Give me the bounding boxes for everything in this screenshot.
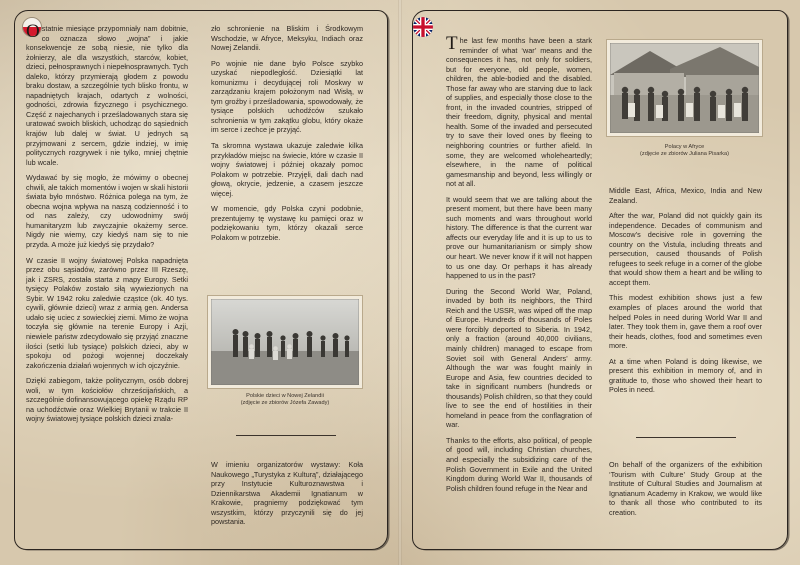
- right-paragraph: Middle East, Africa, Mexico, India and New Zealand.: [609, 186, 762, 205]
- photo-poles-in-africa: [607, 40, 762, 136]
- right-paragraph: This modest exhibition shows just a few examples of places around the world that helped Poles in need during World War II and later. They took them in, gave them a roof over their heads, clothes, food and sometimes even more.: [609, 293, 762, 351]
- dropcap: O: [26, 21, 40, 42]
- right-page-acknowledgement: [609, 460, 762, 523]
- left-intro-paragraph: Ostatnie miesiące przypomniały nam dobitnie, co oznacza słowo „wojna” i jakie konsekwencje ze sobą niesie, nie tylko dla żołnierzy, ale dla wszystkich, starców, kobiet, dzieci, pełnosprawnych i niepełnosprawnych. Tych daleko, którzy przymierają głodem z powodu braku dostaw, a szczególnie tych blisko frontu, w napadniętych krajach, odartych z wolności, godności, zdrowia fizycznego i psychicznego. Część z najechanych i prześladowanych stara się uratować swoich bliskich, uchodząc do sąsiednich krajów lub dalej w świat. U jednych są przyjmowani z sercem, gdzie indziej, w imię politycznych rozgrywek i nie tylko, mniej chętnie lub wcale.: [26, 21, 188, 167]
- right-paragraph: At a time when Poland is doing likewise, we present this exhibition in memory of, and in gratitude to, those who showed their heart to Poles in need.: [609, 356, 762, 395]
- right-paragraph: It would seem that we are talking about the present moment, but there have been many such moments and wars throughout world history. The difference is that the current war affects our everyday life and it is up to us to prove our humanitarianism or simply show our heart. We never know if it will not happen to us one day. Or perhaps it has already happened to us in the past?: [446, 194, 592, 281]
- left-paragraph: W momencie, gdy Polska czyni podobnie, prezentujemy tę wystawę ku pamięci oraz w podziękowaniu tym, którzy okazali serce Polakom w potrzebie.: [211, 204, 363, 242]
- right-page-column-1: [446, 33, 592, 499]
- left-paragraph: Dzięki zabiegom, także politycznym, osób dobrej woli, w tym kościołów chrześcijańskich, a szczególnie dofinansowującego opiekę Rządu RP na uchodźctwie oraz Wielkiej Brytanii w trakcie II wojny światowej tysiące polskich dzieci znala-: [26, 376, 188, 424]
- left-paragraph: Wydawać by się mogło, że mówimy o obecnej chwili, ale takich momentów i wojen w skali historii świata było mnóstwo. Różnica polega na tym, że obecna wojna wpływa na naszą codzienność i to od nas zależy, czy udowodnimy swój humanitaryzm lub zwyczajnie okażemy serce. Nigdy nie wiemy, czy kiedyś nam się to nie przyda. A może już kiedyś się przydało?: [26, 173, 188, 250]
- left-paragraph: Ta skromna wystawa ukazuje zaledwie kilka przykładów miejsc na świecie, które w czasie II wojny światowej i później okazały pomoc Polakom w potrzebie. Przyjęli, dali dach nad głową, okrycie, jedzenie, a czasem jeszcze więcej.: [211, 141, 363, 198]
- divider-line: [636, 437, 736, 438]
- left-page-acknowledgement: [211, 460, 363, 533]
- center-fold: [398, 0, 402, 565]
- left-paragraph: zło schronienie na Bliskim i Środkowym Wschodzie, w Afryce, Meksyku, Indiach oraz Nowej Zelandii.: [211, 24, 363, 53]
- left-page-column-1: [26, 21, 188, 430]
- left-paragraph: Po wojnie nie dane było Polsce szybko uzyskać niepodległość. Dziesiątki lat komunizmu i decydującej roli Moskwy w zarządzaniu krajem położonym nad Wisłą, w tym groźby i prześladowania, spowodowały, że tysiące polskich uchodźców szukało schronienia w tym zakątku globu, który okaże im serce i zechce je przyjąć.: [211, 58, 363, 135]
- acknowledgement-paragraph: On behalf of the organizers of the exhibition ‘Tourism with Culture’ Study Group at the Institute of Cultural Studies and Journalism at Ignatianum Academy in Krakow, we would like to thank all those who contributed to its creation.: [609, 460, 762, 517]
- photo-caption: Polacy w Afryce (zdjęcie ze zbiorów Juliana Pisarka): [640, 144, 729, 157]
- right-page-column-2: [609, 186, 762, 401]
- dropcap: T: [446, 33, 458, 54]
- acknowledgement-paragraph: W imieniu organizatorów wystawy: Koła Naukowego „Turystyka z Kulturą”, działającego przy Instytucie Kulturoznawstwa i Dziennikarstwa Akademii Ignatianum w Krakowie, pragniemy podziękować tym wszystkim, którzy przyczynili się do jej powstania.: [211, 460, 363, 527]
- left-page-column-2: [211, 24, 363, 248]
- photo-polish-children-new-zealand: [208, 296, 362, 388]
- uk-flag-icon: [413, 17, 433, 37]
- photo-caption: Polskie dzieci w Nowej Zelandii (zdjęcie ze zbiorów Józefa Zawady): [240, 393, 330, 406]
- right-paragraph: After the war, Poland did not quickly gain its independence. Decades of communism and Moscow’s decisive role in governing the country on the Vistula, including threats and persecution, caused thousands of Polish refugees to seek refuge in a corner of the globe that would show them a heart and be willing to accept them.: [609, 211, 762, 287]
- left-paragraph: W czasie II wojny światowej Polska napadnięta przez obu sąsiadów, zarówno przez III Rzeszę, jak i ZSRS, została starta z mapy Europy. Setki tysięcy Polaków zostało siłą wywiezionych na Sybir. W 1942 roku zaledwie cząstce (ok. 40 tys. cywili, głównie dzieci) wraz z armią gen. Andersa udało się uciec z sowieckiej ziemi. Mimo że wojna toczyła się głównie na terenie Europy i Azji, niewiele państw zdecydowało się przyjąć znaczne ilości (setki lub tysiące) polskich dzieci, aby w spokoju od pożogi wojennej doczekały zakończenia działań wojennych w ich ojczyźnie.: [26, 255, 188, 370]
- right-paragraph: During the Second World War, Poland, invaded by both its neighbors, the Third Reich and the USSR, was wiped off the map of Europe. Hundreds of thousands of Poles were forcibly deported to Siberia. In 1942, only a fraction (around 40,000 civilians, mainly children) managed to escape from Soviet soil with General Anders’ army. Although the war was fought mainly in Europe and Asia, few countries decided to take in significant numbers (hundreds or thousands) Polish children, so that they could live to see the end of hostilities in their homeland in peace from the conflagration of war.: [446, 286, 592, 430]
- right-intro-paragraph: The last few months have been a stark reminder of what ‘war’ means and the consequences it has, not only for soldiers, but for everyone, old people, women, children, the able-bodied and the disabled. Those far away who are starving due to lack of supplies, and especially those close to the front, in the invaded countries, stripped of their freedom, dignity, physical and mental health. Some of the invaded and persecuted try to save their loved ones by fleeing to neighboring countries or further afield. In some, they are welcomed wholeheartedly; elsewhere, in the name of political gamesmanship and beyond, less willingly or not at all.: [446, 33, 592, 189]
- divider-line: [236, 435, 336, 436]
- right-paragraph: Thanks to the efforts, also political, of people of good will, including Christian churches, and especially the subsidizing care of the Polish Government in Exile and the United Kingdom during World War II, thousands of Polish children found refuge in the Near and: [446, 435, 592, 493]
